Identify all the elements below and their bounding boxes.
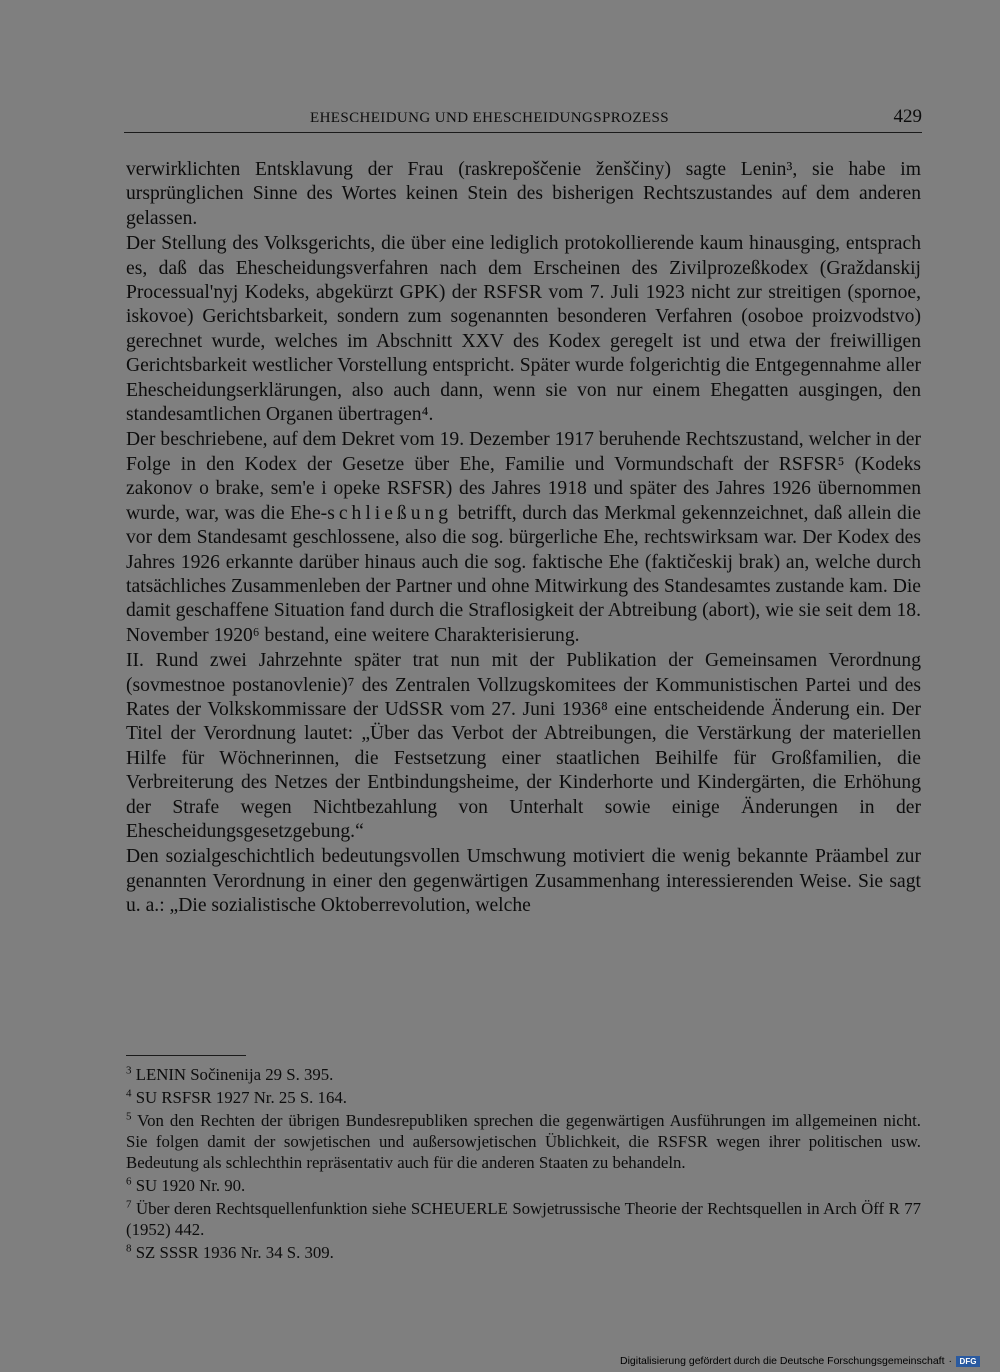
footnote-text: SU RSFSR 1927 Nr. 25 S. 164. [135, 1088, 347, 1107]
paragraph-5: Den sozialgeschichtlich bedeutungsvollen Umschwung motiviert die wenig bekannte Präambel zur genannten Verordnung in einer den gegenwärtigen Zusammenhang interessierenden Weise. Sie sagt u. a.: „Die sozialistische Oktoberrevolution, welche [126, 846, 921, 917]
footnote-number: 5 [126, 1110, 132, 1123]
footnote-number: 7 [126, 1198, 132, 1211]
footnote-text: SZ SSSR 1936 Nr. 34 S. 309. [135, 1243, 334, 1262]
paragraph-3-end: betrifft, durch das Merkmal gekennzeichnet, daß allein die vor dem Standesamt geschlossene, also die sog. bürgerliche Ehe, rechtswirksam war. Der Kodex des Jahres 1926 erkannte darüber hinaus auch die sog. faktische Ehe (faktičeskij brak) an, welche durch tatsächliches Zusammenleben der Partner und ohne Mitwirkung des Standesamtes zustande kam. Die damit geschaffene Situation fand durch die Straflosigkeit der Abtreibung (abort), wie sie seit dem 18. November 1920⁶ bestand, eine weitere Charakterisierung. [126, 502, 921, 646]
footnote-3 [126, 1064, 921, 1085]
footnote-number: 6 [126, 1175, 132, 1188]
running-title: EHESCHEIDUNG UND EHESCHEIDUNGSPROZESS [310, 110, 669, 126]
paragraph-1: verwirklichten Entsklavung der Frau (raskrepoščenie ženščiny) sagte Lenin³, sie habe im ursprünglichen Sinne des Wortes keinen Stein des bisherigen Rechtszustandes auf dem anderen gelassen. [126, 159, 921, 229]
footnotes [126, 1064, 921, 1265]
footnote-number: 8 [126, 1242, 132, 1255]
digitization-footer [620, 1355, 980, 1367]
footnote-4 [126, 1087, 921, 1108]
page-number: 429 [893, 106, 922, 127]
footnote-separator [126, 1055, 246, 1056]
footnote-7 [126, 1198, 921, 1240]
main-text [126, 158, 921, 920]
footnote-number: 4 [126, 1087, 132, 1100]
footnote-text: SU 1920 Nr. 90. [135, 1176, 246, 1195]
paragraph-3 [126, 428, 921, 648]
paragraph-4: II. Rund zwei Jahrzehnte später trat nun mit der Publikation der Gemeinsamen Verordnung (sovmestnoe postanovlenie)⁷ des Zentralen Vollzugskomitees der Kommunistischen Partei und des Rates der Volkskommissare der UdSSR vom 27. Juni 1936⁸ eine entscheidende Änderung ein. Der Titel der Verordnung lautet: „Über das Verbot der Abtreibungen, die Verstärkung der materiellen Hilfe für Wöchnerinnen, die Festsetzung einer staatlichen Beihilfe für Großfamilien, die Verbreiterung des Netzes der Entbindungsheime, der Kinderhorte und Kindergärten, die Erhöhung der Strafe wegen Nichtbezahlung von Unterhalt sowie einige Änderungen in der Ehescheidungsgesetzgebung.“ [126, 650, 921, 842]
footnote-6 [126, 1175, 921, 1196]
footer-dot: · [948, 1355, 952, 1367]
footnote-number: 3 [126, 1064, 132, 1077]
spaced-emphasis: schließung [327, 502, 453, 524]
footnote-5 [126, 1110, 921, 1173]
digitization-credit: Digitalisierung gefördert durch die Deutsche Forschungsgemeinschaft [619, 1355, 945, 1367]
dfg-logo-icon: DFG [956, 1356, 980, 1367]
paragraph-3-start: Der beschriebene, auf dem Dekret vom 19. Dezember 1917 beruhende Rechtszustand, welcher in der Folge in den Kodex der Gesetze über Ehe, Familie und Vormundschaft der RSFSR⁵ (Kodeks zakonov o brake, sem'e i opeke RSFSR) des Jahres 1918 und später des Jahres 1926 übernommen wurde, war, was die Ehe- [126, 429, 921, 524]
running-header [124, 106, 922, 133]
footnote-8 [126, 1242, 921, 1263]
footnote-text: LENIN Sočinenija 29 S. 395. [135, 1065, 334, 1084]
footnote-text: Über deren Rechtsquellenfunktion siehe SCHEUERLE Sowjetrussische Theorie der Rechtsquellen in Arch Öff R 77 (1952) 442. [126, 1199, 921, 1239]
paragraph-2: Der Stellung des Volksgerichts, die über eine lediglich protokollierende kaum hinausging, entsprach es, daß das Ehescheidungsverfahren nach dem Erscheinen des Zivilprozeßkodex (Graždanskij Processual'nyj Kodeks, abgekürzt GPK) der RSFSR vom 7. Juli 1923 nicht zur streitigen (spornoe, iskovoe) Gerichtsbarkeit, sondern zum sogenannten besonderen Verfahren (osoboe proizvodstvo) gerechnet wurde, welches im Abschnitt XXV des Kodex geregelt ist und etwa der freiwilligen Gerichtsbarkeit westlicher Vorstellung entspricht. Später wurde folgerichtig die Entgegennahme aller Ehescheidungserklärungen, also auch dann, wenn sie von nur einem Ehegatten ausgingen, den standesamtlichen Organen übertragen⁴. [126, 233, 921, 426]
footnote-text: Von den Rechten der übrigen Bundesrepubliken sprechen die gegenwärtigen Ausführungen im allgemeinen nicht. Sie folgen damit der sowjetischen und außersowjetischen Üblichkeit, die RSFSR wegen ihrer politischen usw. Bedeutung als schlechthin repräsentativ auch für die anderen Staaten zu behandeln. [126, 1111, 921, 1172]
